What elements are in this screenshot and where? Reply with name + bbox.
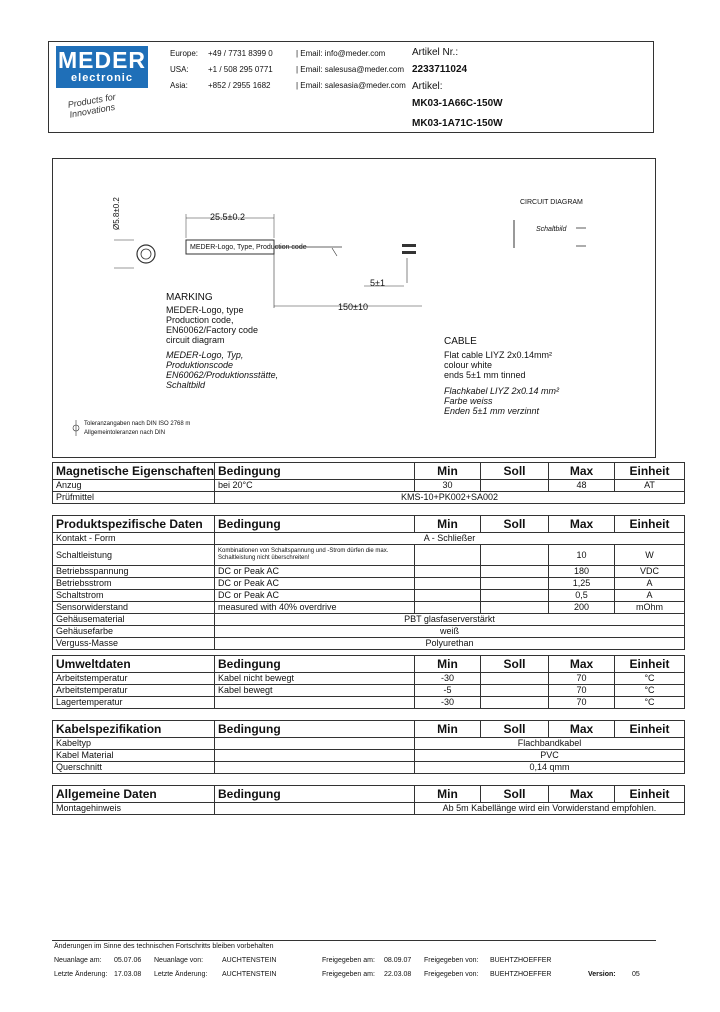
table-row: Schaltstrom DC or Peak AC 0,5 A	[53, 590, 685, 602]
table-row: Gehäusematerial PBT glasfaserverstärkt	[53, 614, 685, 626]
cable-en: Flat cable LIYZ 2x0.14mm² colour white ends 5±1 mm tinned	[444, 350, 553, 380]
marking-de: MEDER-Logo, Typ, Produktionscode EN60062/Produktionsstätte, Schaltbild	[166, 350, 279, 390]
logo-sub: electronic	[71, 72, 133, 84]
table-row: Montagehinweis Ab 5m Kabellänge wird ein Vorwiderstand empfohlen.	[53, 803, 685, 815]
table-row: Arbeitstemperatur Kabel bewegt -5 70 °C	[53, 685, 685, 697]
footer-divider	[52, 940, 656, 941]
logo-slogan: Products for Innovations	[66, 91, 117, 120]
article-name-2: MK03-1A71C-150W	[412, 118, 503, 129]
table-row: Betriebsstrom DC or Peak AC 1,25 A	[53, 578, 685, 590]
table-row: Kabeltyp Flachbandkabel	[53, 738, 685, 750]
table-row: Betriebsspannung DC or Peak AC 180 VDC	[53, 566, 685, 578]
article-block	[412, 47, 642, 135]
table-row: Sensorwiderstand measured with 40% overdrive 200 mOhm	[53, 602, 685, 614]
section-title: Produktspezifische Daten	[53, 516, 215, 533]
table-cable: Kabelspezifikation Bedingung Min Soll Max Einheit Kabeltyp Flachbandkabel Kabel Material PVC Querschnitt 0,14 qmm	[52, 720, 685, 774]
contact-row: Europe: +49 / 7731 8399 0 | Email: info@meder.com	[170, 49, 386, 58]
footer-row-2: Letzte Änderung: 17.03.08 Letzte Änderung: AUCHTENSTEIN Freigegeben am: 22.03.08 Freigegeben von: BUEHTZHOEFFER Version: 05	[54, 971, 640, 978]
table-row: Lagertemperatur -30 70 °C	[53, 697, 685, 709]
section-title: Allgemeine Daten	[53, 786, 215, 803]
dim-strip: 5±1	[370, 278, 385, 288]
footer-note: Änderungen im Sinne des technischen Fortschritts bleiben vorbehalten	[54, 943, 274, 950]
cable-title: CABLE	[444, 336, 477, 347]
table-row: Schaltleistung Kombinationen von Schaltspannung und -Strom dürfen die max. Schaltleistung nicht überschreiten! 10 W	[53, 545, 685, 566]
marking-title: MARKING	[166, 292, 213, 303]
section-title: Magnetische Eigenschaften	[53, 463, 215, 480]
tolerance-note: Toleranzangaben nach DIN ISO 2768 m Allgemeintoleranzen nach DIN	[84, 421, 191, 436]
article-name-1: MK03-1A66C-150W	[412, 98, 503, 109]
table-row: Verguss-Masse Polyurethan	[53, 638, 685, 650]
table-product: Produktspezifische Daten Bedingung Min Soll Max Einheit Kontakt - Form A - Schließer Schaltleistung Kombinationen von Schaltspannung und -Strom dürfen die max. Schaltleistung nicht überschreiten! 10 W Betriebsspannung DC or Peak AC 180 VDC Betriebsstrom DC or Peak AC 1,25 A Schaltstrom DC or Peak AC 0,5 A Sensorwiderstand measured with 40% overdrive 200 mOhm Gehäusematerial PBT glasfaserverstärkt Gehäusefarbe weiß Verguss-Masse Polyurethan	[52, 515, 685, 650]
cable-de: Flachkabel LIYZ 2x0.14 mm² Farbe weiss Enden 5±1 mm verzinnt	[444, 386, 560, 416]
body-label: MEDER-Logo, Type, Production code	[190, 244, 307, 251]
cable-end	[402, 244, 416, 247]
dim-cable: 150±10	[338, 302, 368, 312]
table-row: Kabel Material PVC	[53, 750, 685, 762]
marking-en: MEDER-Logo, type Production code, EN60062/Factory code circuit diagram	[166, 305, 259, 345]
table-row: Prüfmittel KMS-10+PK002+SA002	[53, 492, 685, 504]
article-name-label: Artikel:	[412, 81, 443, 92]
table-row: Kontakt - Form A - Schließer	[53, 533, 685, 545]
table-environment: Umweltdaten Bedingung Min Soll Max Einheit Arbeitstemperatur Kabel nicht bewegt -30 70 °C Arbeitstemperatur Kabel bewegt -5 70 °C Lagertemperatur -30 70 °C	[52, 655, 685, 709]
sensor-cross-section	[137, 245, 155, 263]
table-row: Arbeitstemperatur Kabel nicht bewegt -30 70 °C	[53, 673, 685, 685]
table-row: Querschnitt 0,14 qmm	[53, 762, 685, 774]
section-title: Kabelspezifikation	[53, 721, 215, 738]
logo-name: MEDER	[57, 47, 147, 73]
table-row: Gehäusefarbe weiß	[53, 626, 685, 638]
section-title: Umweltdaten	[53, 656, 215, 673]
footer-row-1: Neuanlage am: 05.07.06 Neuanlage von: AUCHTENSTEIN Freigegeben am: 08.09.07 Freigegeben von: BUEHTZHOEFFER	[54, 957, 552, 964]
meder-logo	[56, 46, 148, 88]
table-magnetic: Magnetische Eigenschaften Bedingung Min Soll Max Einheit Anzug bei 20°C 30 48 AT Prüfmittel KMS-10+PK002+SA002	[52, 462, 685, 504]
contact-row: Asia: +852 / 2955 1682 | Email: salesasia@meder.com	[170, 81, 406, 90]
table-general: Allgemeine Daten Bedingung Min Soll Max Einheit Montagehinweis Ab 5m Kabellänge wird ein Vorwiderstand empfohlen.	[52, 785, 685, 815]
contact-row: USA: +1 / 508 295 0771 | Email: salesusa@meder.com	[170, 65, 405, 74]
circuit-title: CIRCUIT DIAGRAM	[520, 199, 583, 206]
dim-length: 25.5±0.2	[210, 212, 245, 222]
contacts-block	[170, 49, 410, 97]
dim-diameter: Ø5.8±0.2	[112, 197, 121, 230]
article-number-label: Artikel Nr.:	[412, 47, 459, 58]
table-row: Anzug bei 20°C 30 48 AT	[53, 480, 685, 492]
circuit-label: Schaltbild	[536, 226, 567, 233]
article-number: 2233711024	[412, 64, 468, 75]
